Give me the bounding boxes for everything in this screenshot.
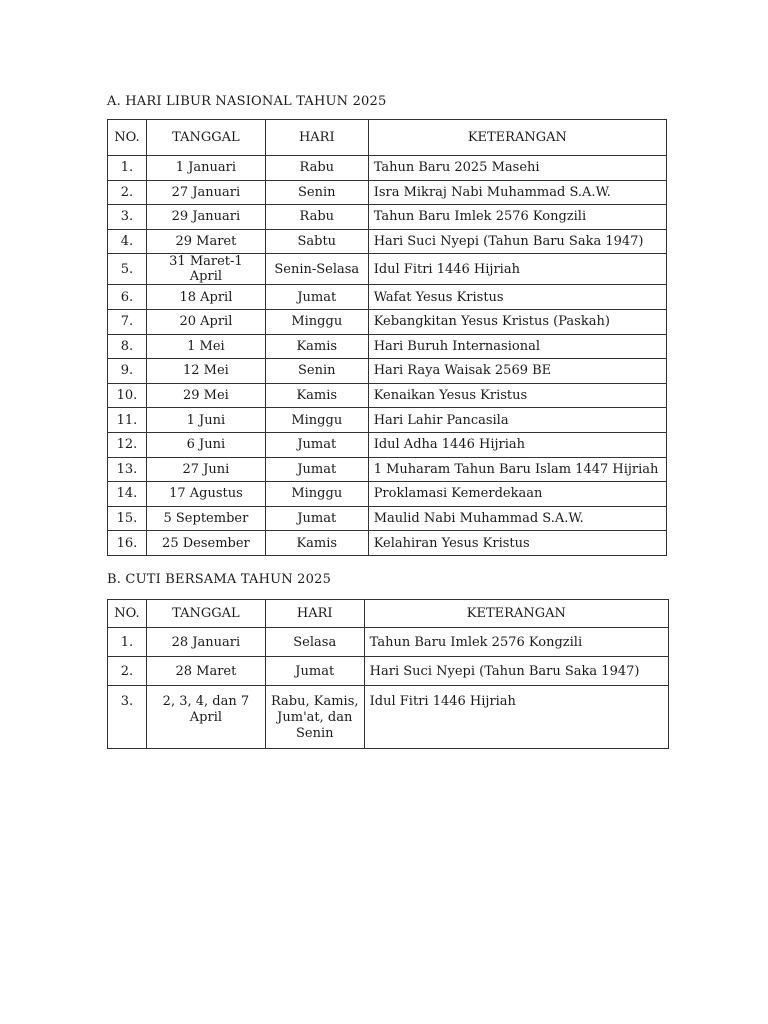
cell-hari: Jumat [265, 432, 368, 457]
table-row [108, 506, 667, 531]
cell-tanggal: 1 Januari [146, 156, 265, 181]
table-row [108, 383, 667, 408]
cell-tanggal: 1 Mei [146, 334, 265, 359]
cell-tanggal: 29 Mei [146, 383, 265, 408]
cell-keterangan: Wafat Yesus Kristus [368, 285, 666, 310]
cell-keterangan: 1 Muharam Tahun Baru Islam 1447 Hijriah [368, 457, 666, 482]
table-row [108, 482, 667, 507]
section-b-title: B. CUTI BERSAMA TAHUN 2025 [107, 572, 332, 587]
cell-no: 3. [108, 686, 147, 749]
cell-keterangan: Tahun Baru Imlek 2576 Kongzili [368, 205, 666, 230]
cell-tanggal: 12 Mei [146, 359, 265, 384]
cell-hari: Jumat [265, 457, 368, 482]
cell-no: 2. [108, 180, 147, 205]
cell-tanggal: 27 Januari [146, 180, 265, 205]
cell-keterangan: Idul Fitri 1446 Hijriah [368, 254, 666, 285]
cell-tanggal: 29 Januari [146, 205, 265, 230]
header-no: NO. [108, 120, 147, 156]
cell-keterangan: Kelahiran Yesus Kristus [368, 531, 666, 556]
header-hari: HARI [265, 120, 368, 156]
table-row [108, 628, 669, 657]
table-row [108, 309, 667, 334]
cell-keterangan: Hari Lahir Pancasila [368, 408, 666, 433]
cell-keterangan: Hari Raya Waisak 2569 BE [368, 359, 666, 384]
cell-keterangan: Hari Suci Nyepi (Tahun Baru Saka 1947) [368, 229, 666, 254]
cell-tanggal: 6 Juni [146, 432, 265, 457]
cell-tanggal: 17 Agustus [146, 482, 265, 507]
cell-no: 5. [108, 254, 147, 285]
cell-no: 16. [108, 531, 147, 556]
cell-hari: Jumat [265, 657, 364, 686]
cell-hari: Kamis [265, 531, 368, 556]
table-row [108, 156, 667, 181]
cell-keterangan: Kebangkitan Yesus Kristus (Paskah) [368, 309, 666, 334]
cell-hari: Kamis [265, 334, 368, 359]
table-row [108, 457, 667, 482]
cell-tanggal: 25 Desember [146, 531, 265, 556]
header-tanggal: TANGGAL [146, 120, 265, 156]
table-row [108, 686, 669, 749]
header-no: NO. [108, 600, 147, 628]
cell-tanggal: 20 April [146, 309, 265, 334]
table-header-row [108, 600, 669, 628]
table-row [108, 254, 667, 285]
table-header-row [108, 120, 667, 156]
cell-keterangan: Hari Buruh Internasional [368, 334, 666, 359]
cell-tanggal: 5 September [146, 506, 265, 531]
cell-hari: Minggu [265, 482, 368, 507]
table-row [108, 408, 667, 433]
table-row [108, 205, 667, 230]
section-a-title: A. HARI LIBUR NASIONAL TAHUN 2025 [107, 94, 387, 109]
cell-tanggal: 28 Maret [146, 657, 265, 686]
cell-keterangan: Isra Mikraj Nabi Muhammad S.A.W. [368, 180, 666, 205]
cell-keterangan: Hari Suci Nyepi (Tahun Baru Saka 1947) [364, 657, 668, 686]
cell-no: 14. [108, 482, 147, 507]
cell-hari: Sabtu [265, 229, 368, 254]
cell-no: 1. [108, 628, 147, 657]
cell-hari: Jumat [265, 506, 368, 531]
cell-keterangan: Kenaikan Yesus Kristus [368, 383, 666, 408]
table-row [108, 657, 669, 686]
cell-tanggal: 2, 3, 4, dan 7 April [146, 686, 265, 749]
cell-keterangan: Tahun Baru 2025 Masehi [368, 156, 666, 181]
header-hari: HARI [265, 600, 364, 628]
cell-no: 15. [108, 506, 147, 531]
cell-tanggal: 1 Juni [146, 408, 265, 433]
cell-tanggal: 27 Juni [146, 457, 265, 482]
cell-tanggal: 28 Januari [146, 628, 265, 657]
table-row [108, 334, 667, 359]
header-keterangan: KETERANGAN [364, 600, 668, 628]
cell-no: 11. [108, 408, 147, 433]
cell-keterangan: Proklamasi Kemerdekaan [368, 482, 666, 507]
cell-no: 8. [108, 334, 147, 359]
cell-hari: Selasa [265, 628, 364, 657]
cell-no: 9. [108, 359, 147, 384]
cell-no: 4. [108, 229, 147, 254]
cell-no: 6. [108, 285, 147, 310]
cell-keterangan: Tahun Baru Imlek 2576 Kongzili [364, 628, 668, 657]
cell-hari: Senin [265, 359, 368, 384]
table-row [108, 285, 667, 310]
cell-hari: Rabu, Kamis, Jum'at, dan Senin [265, 686, 364, 749]
cell-keterangan: Idul Adha 1446 Hijriah [368, 432, 666, 457]
cell-no: 12. [108, 432, 147, 457]
cell-hari: Senin-Selasa [265, 254, 368, 285]
cell-hari: Senin [265, 180, 368, 205]
cell-no: 3. [108, 205, 147, 230]
table-row [108, 180, 667, 205]
cell-hari: Kamis [265, 383, 368, 408]
cell-keterangan: Idul Fitri 1446 Hijriah [364, 686, 668, 749]
cell-keterangan: Maulid Nabi Muhammad S.A.W. [368, 506, 666, 531]
header-tanggal: TANGGAL [146, 600, 265, 628]
header-keterangan: KETERANGAN [368, 120, 666, 156]
cell-no: 10. [108, 383, 147, 408]
cell-hari: Minggu [265, 408, 368, 433]
cell-no: 1. [108, 156, 147, 181]
cell-no: 13. [108, 457, 147, 482]
collective-leave-table [107, 599, 669, 749]
cell-tanggal: 29 Maret [146, 229, 265, 254]
cell-no: 7. [108, 309, 147, 334]
cell-no: 2. [108, 657, 147, 686]
table-row [108, 229, 667, 254]
table-row [108, 531, 667, 556]
national-holidays-table [107, 119, 667, 556]
cell-tanggal: 31 Maret-1 April [146, 254, 265, 285]
cell-hari: Jumat [265, 285, 368, 310]
cell-hari: Rabu [265, 205, 368, 230]
table-row [108, 359, 667, 384]
cell-hari: Rabu [265, 156, 368, 181]
cell-hari: Minggu [265, 309, 368, 334]
cell-tanggal: 18 April [146, 285, 265, 310]
table-row [108, 432, 667, 457]
